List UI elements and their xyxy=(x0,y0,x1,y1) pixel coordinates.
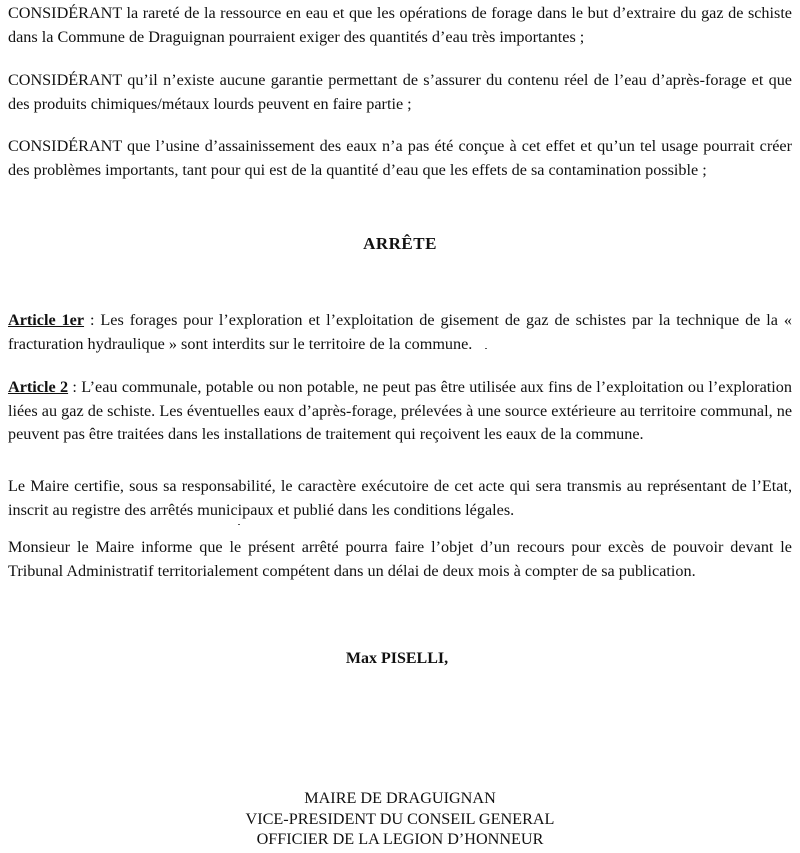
considerant-paragraph-3: CONSIDÉRANT que l’usine d’assainissement des eaux n’a pas été conçue à cet effet et qu’un tel usage pourrait créer des problèmes importants, tant pour qui est de la quantité d’eau que les effets de sa contamination possible ; xyxy=(8,137,792,179)
signatory-titles xyxy=(0,788,800,850)
article-2-paragraph xyxy=(8,376,792,447)
signatory-name: Max PISELLI, xyxy=(345,650,449,667)
article-1-text: : Les forages pour l’exploration et l’exploitation de gisement de gaz de schistes par la technique de la « fracturation hydraulique » sont interdits sur le territoire de la commune. xyxy=(8,311,793,353)
decree-heading: ARRÊTE xyxy=(363,234,437,253)
considerant-paragraph-1: CONSIDÉRANT la rareté de la ressource en eau et que les opérations de forage dans le but d’extraire du gaz de schiste dans la Commune de Draguignan pourraient exiger des quantités d’eau très importantes ; xyxy=(8,4,792,46)
certification-paragraph: Le Maire certifie, sous sa responsabilité, le caractère exécutoire de cet acte qui sera transmis au représentant de l’Etat, inscrit au registre des arrêtés municipaux et publié dans les conditions légales. xyxy=(8,477,792,519)
scan-speck xyxy=(238,524,240,525)
article-2-text: : L’eau communale, potable ou non potable, ne peut pas être utilisée aux fins de l’exploitation ou l’exploration liées au gaz de schiste. Les éventuelles eaux d’après-forage, prélevées à une source extérieure au territoire communal, ne peuvent pas être traitées dans les installations de traitement qui reçoivent les eaux de la commune. xyxy=(8,378,792,443)
article-2-label: Article 2 xyxy=(8,378,69,396)
appeal-notice-paragraph: Monsieur le Maire informe que le présent arrêté pourra faire l’objet d’un recours pour excès de pouvoir devant le Tribunal Administratif territorialement compétent dans un délai de deux mois à compter de sa publication. xyxy=(8,538,792,580)
signatory-title-3: OFFICIER DE LA LEGION D’HONNEUR xyxy=(256,830,544,848)
scan-speck xyxy=(485,348,487,349)
article-1-paragraph xyxy=(8,309,792,356)
signatory-title-2: VICE-PRESIDENT DU CONSEIL GENERAL xyxy=(245,809,555,828)
article-1-label: Article 1er xyxy=(8,311,85,329)
signatory-title-1: MAIRE DE DRAGUIGNAN xyxy=(304,789,496,807)
considerant-paragraph-2: CONSIDÉRANT qu’il n’existe aucune garantie permettant de s’assurer du contenu réel de l’eau d’après-forage et que des produits chimiques/métaux lourds peuvent en faire partie ; xyxy=(8,71,792,113)
